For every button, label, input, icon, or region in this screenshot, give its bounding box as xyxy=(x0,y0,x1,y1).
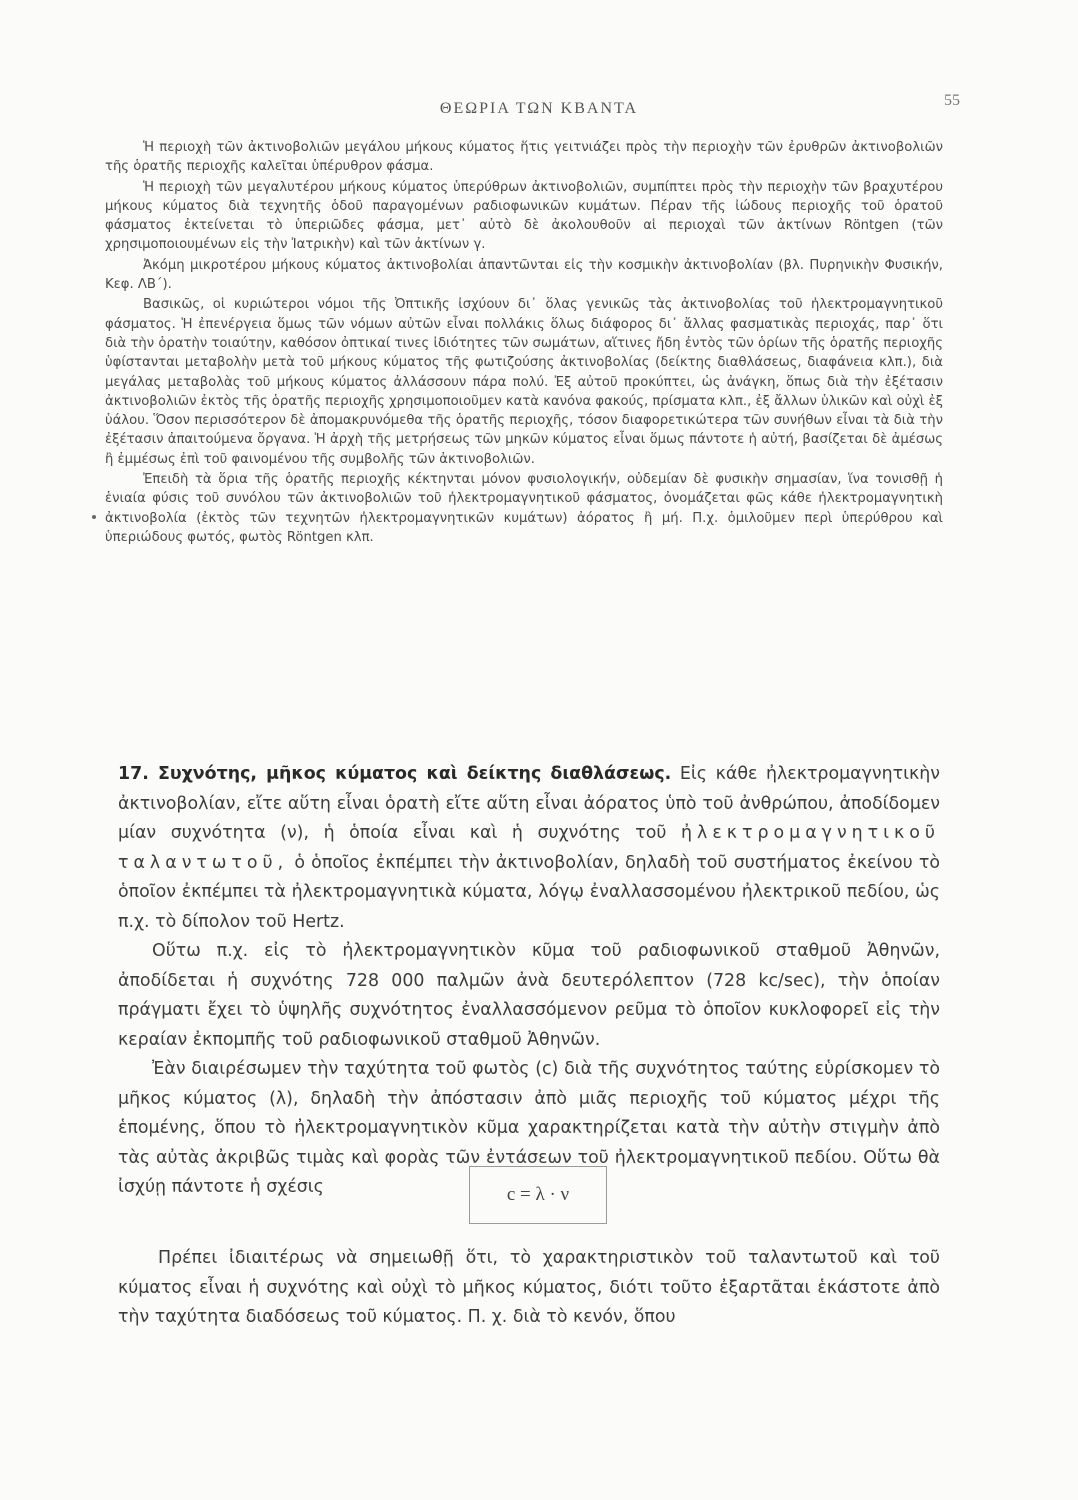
section-paragraph-wavelength: Ἐὰν διαιρέσωμεν τὴν ταχύτητα τοῦ φωτὸς (c) διὰ τῆς συχνότητος ταύτης εὑρίσκομεν τὸ μῆκος κύματος (λ), δηλαδὴ τὴν ἀπόστασιν ἀπὸ μιᾶς περιοχῆς τοῦ κύματος μέχρι τῆς ἑπομένης, ὅπου τὸ ἠλεκτρομαγνητικὸν κῦμα χαρακτηρίζεται κατὰ τὴν αὐτὴν στιγμὴν ἀπὸ τὰς αὐτὰς ἀκριβῶς τιμὰς καὶ φορὰς τῶν ἐντάσεων τοῦ ἠλεκτρομαγνητικοῦ πεδίου. Οὕτω θὰ ἰσχύῃ πάντοτε ἡ σχέσις xyxy=(118,1059,940,1197)
section-text-part-b: ὁ ὁποῖος ἐκπέμπει τὴν ἀκτινοβολίαν, δηλαδὴ τοῦ συστήματος ἐκείνου τὸ ὁποῖον ἐκπέμπει τὰ ἠλεκτρομαγνητικὰ κύματα, λόγῳ ἐναλλασσομένου ἠλεκτρικοῦ πεδίου, ὡς π.χ. τὸ δίπολον τοῦ Hertz. xyxy=(118,852,940,932)
margin-dot-mark xyxy=(92,515,96,519)
closing-text-block xyxy=(118,1244,940,1333)
page-number: 55 xyxy=(944,92,960,109)
section-text-spaced: ἠλεκτρομαγνητικοῦ ταλαντωτοῦ, xyxy=(118,823,940,873)
section-paragraph-frequency xyxy=(118,760,940,937)
running-title: ΘΕΩΡΙΑ ΤΩΝ ΚΒΑΝΤΑ xyxy=(439,100,639,117)
paragraph-frequency-note: Πρέπει ἰδιαιτέρως νὰ σημειωθῇ ὅτι, τὸ χαρακτηριστικὸν τοῦ ταλαντωτοῦ καὶ τοῦ κύματος εἶναι ἡ συχνότης καὶ οὐχὶ τὸ μῆκος κύματος, διότι τοῦτο ἐξαρτᾶται ἑκάστοτε ἀπὸ τὴν ταχύτητα διαδόσεως τοῦ κύματος. Π. χ. διὰ τὸ κενόν, ὅπου xyxy=(118,1248,940,1327)
paragraph-spectrum-regions: Ἡ περιοχὴ τῶν μεγαλυτέρου μήκους κύματος ὑπερύθρων ἀκτινοβολιῶν, συμπίπτει πρὸς τὴν περιοχὴν τῶν βραχυτέρου μήκους κύματος διὰ τεχνητῆς ὁδοῦ παραγομένων ραδιοφωνικῶν κυμάτων. Πέραν τῆς ἰώδους περιοχῆς τοῦ ὁρατοῦ φάσματος ἐκτείνεται τὸ ὑπεριῶδες φάσμα, μετ᾽ αὐτὸ δὲ ἀκολουθοῦν αἱ περιοχαὶ τῶν ἀκτίνων Röntgen (τῶν χρησιμοποιουμένων εἰς τὴν Ἰατρικὴν) καὶ τῶν ἀκτίνων γ. xyxy=(105,179,943,253)
section-17 xyxy=(118,760,940,1203)
formula-text: c = λ · ν xyxy=(506,1184,570,1205)
section-paragraph-athens-station: Οὕτω π.χ. εἰς τὸ ἠλεκτρομαγνητικὸν κῦμα τοῦ ραδιοφωνικοῦ σταθμοῦ Ἀθηνῶν, ἀποδίδεται ἡ συχνότης 728 000 παλμῶν ἀνὰ δευτερόλεπτον (728 kc/sec), τὴν ὁποίαν πράγματι ἔχει τὸ ὑψηλῆς συχνότητος ἐναλλασσόμενον ρεῦμα τὸ ὁποῖον κυκλοφορεῖ εἰς τὴν κεραίαν ἐκπομπῆς τοῦ ραδιοφωνικοῦ σταθμοῦ Ἀθηνῶν. xyxy=(118,941,940,1050)
paragraph-optics-laws: Βασικῶς, οἱ κυριώτεροι νόμοι τῆς Ὀπτικῆς ἰσχύουν δι᾽ ὅλας γενικῶς τὰς ἀκτινοβολίας τοῦ ἠλεκτρομαγνητικοῦ φάσματος. Ἡ ἐπενέργεια ὅμως τῶν νόμων αὐτῶν εἶναι πολλάκις ὅλως διάφορος δι᾽ ἄλλας φασματικὰς περιοχάς, παρ᾽ ὅτι διὰ τὴν ὁρατὴν τοιαύτην, καθόσον ὀπτικαί τινες ἰδιότητες τῶν σωμάτων, αἵτινες ἤδη ἐντὸς τῶν ὁρίων τῆς ὁρατῆς περιοχῆς ὑφίστανται μεταβολὴν μετὰ τοῦ μήκους κύματος τῆς φωτιζούσης ἀκτινοβολίας (δείκτης διαθλάσεως, διαφάνεια κλπ.), διὰ μεγάλας μεταβολὰς τοῦ μήκους κύματος ἀλλάσσουν πάρα πολύ. Ἐξ αὐτοῦ προκύπτει, ὡς ἀνάγκη, ὅπως διὰ τὴν ἐξέτασιν ἀκτινοβολιῶν ἐκτὸς τῆς ὁρατῆς περιοχῆς χρησιμοποιοῦμεν κατὰ κανόνα φακούς, πρίσματα κλπ., ἐξ ἄλλων ὑλικῶν καὶ οὐχὶ ἐξ ὑάλου. Ὅσον περισσότερον δὲ ἀπομακρυνόμεθα τῆς ὁρατῆς περιοχῆς, τόσον διαφορετικώτερα τῶν συνήθων εἶναι τὰ διὰ τὴν ἐξέτασιν ἀπαιτούμενα ὄργανα. Ἡ ἀρχὴ τῆς μετρήσεως τῶν μηκῶν κύματος εἶναι ὅμως πάντοτε ἡ αὐτή, βασίζεται δὲ ἀμέσως ἢ ἐμμέσως ἐπὶ τοῦ φαινομένου τῆς συμβολῆς τῶν ἀκτινοβολιῶν. xyxy=(105,297,943,467)
paragraph-cosmic-radiation: Ἀκόμη μικροτέρου μήκους κύματος ἀκτινοβολίαι ἀπαντῶνται εἰς τὴν κοσμικὴν ἀκτινοβολίαν (βλ. Πυρηνικὴν Φυσικήν, Κεφ. ΛΒ΄). xyxy=(105,257,943,293)
section-text-part-a: Εἰς κάθε ἠλεκτρομαγνητικὴν ἀκτινοβολίαν, εἴτε αὕτη εἶναι ὁρατὴ εἴτε αὕτη εἶναι ἀόρατος ὑπὸ τοῦ ἀνθρώπου, ἀποδίδομεν μίαν συχνότητα (ν), ἡ ὁποία εἶναι καὶ ἡ συχνότης τοῦ xyxy=(118,764,940,843)
formula-box xyxy=(469,1166,607,1224)
section-heading: 17. Συχνότης, μῆκος κύματος καὶ δείκτης διαθλάσεως. xyxy=(118,764,672,784)
paragraph-infrared: Ἡ περιοχὴ τῶν ἀκτινοβολιῶν μεγάλου μήκους κύματος ἥτις γειτνιάζει πρὸς τὴν περιοχὴν τῶν ἐρυθρῶν ἀκτινοβολιῶν τῆς ὁρατῆς περιοχῆς καλεῖται ὑπέρυθρον φάσμα. xyxy=(105,140,943,175)
intro-text-block xyxy=(105,138,943,548)
paragraph-light-definition: Ἐπειδὴ τὰ ὅρια τῆς ὁρατῆς περιοχῆς κέκτηνται μόνον φυσιολογικήν, οὐδεμίαν δὲ φυσικὴν σημασίαν, ἵνα τονισθῇ ἡ ἑνιαία φύσις τοῦ συνόλου τῶν ἀκτινοβολιῶν τοῦ ἠλεκτρομαγνητικοῦ φάσματος, ὀνομάζεται φῶς κάθε ἠλεκτρομαγνητικὴ ἀκτινοβολία (ἐκτὸς τῶν τεχνητῶν ἠλεκτρομαγνητικῶν κυμάτων) ἀόρατος ἢ μή. Π.χ. ὁμιλοῦμεν περὶ ὑπερύθρου καὶ ὑπεριώδους φωτός, φωτὸς Röntgen κλπ. xyxy=(105,472,943,545)
